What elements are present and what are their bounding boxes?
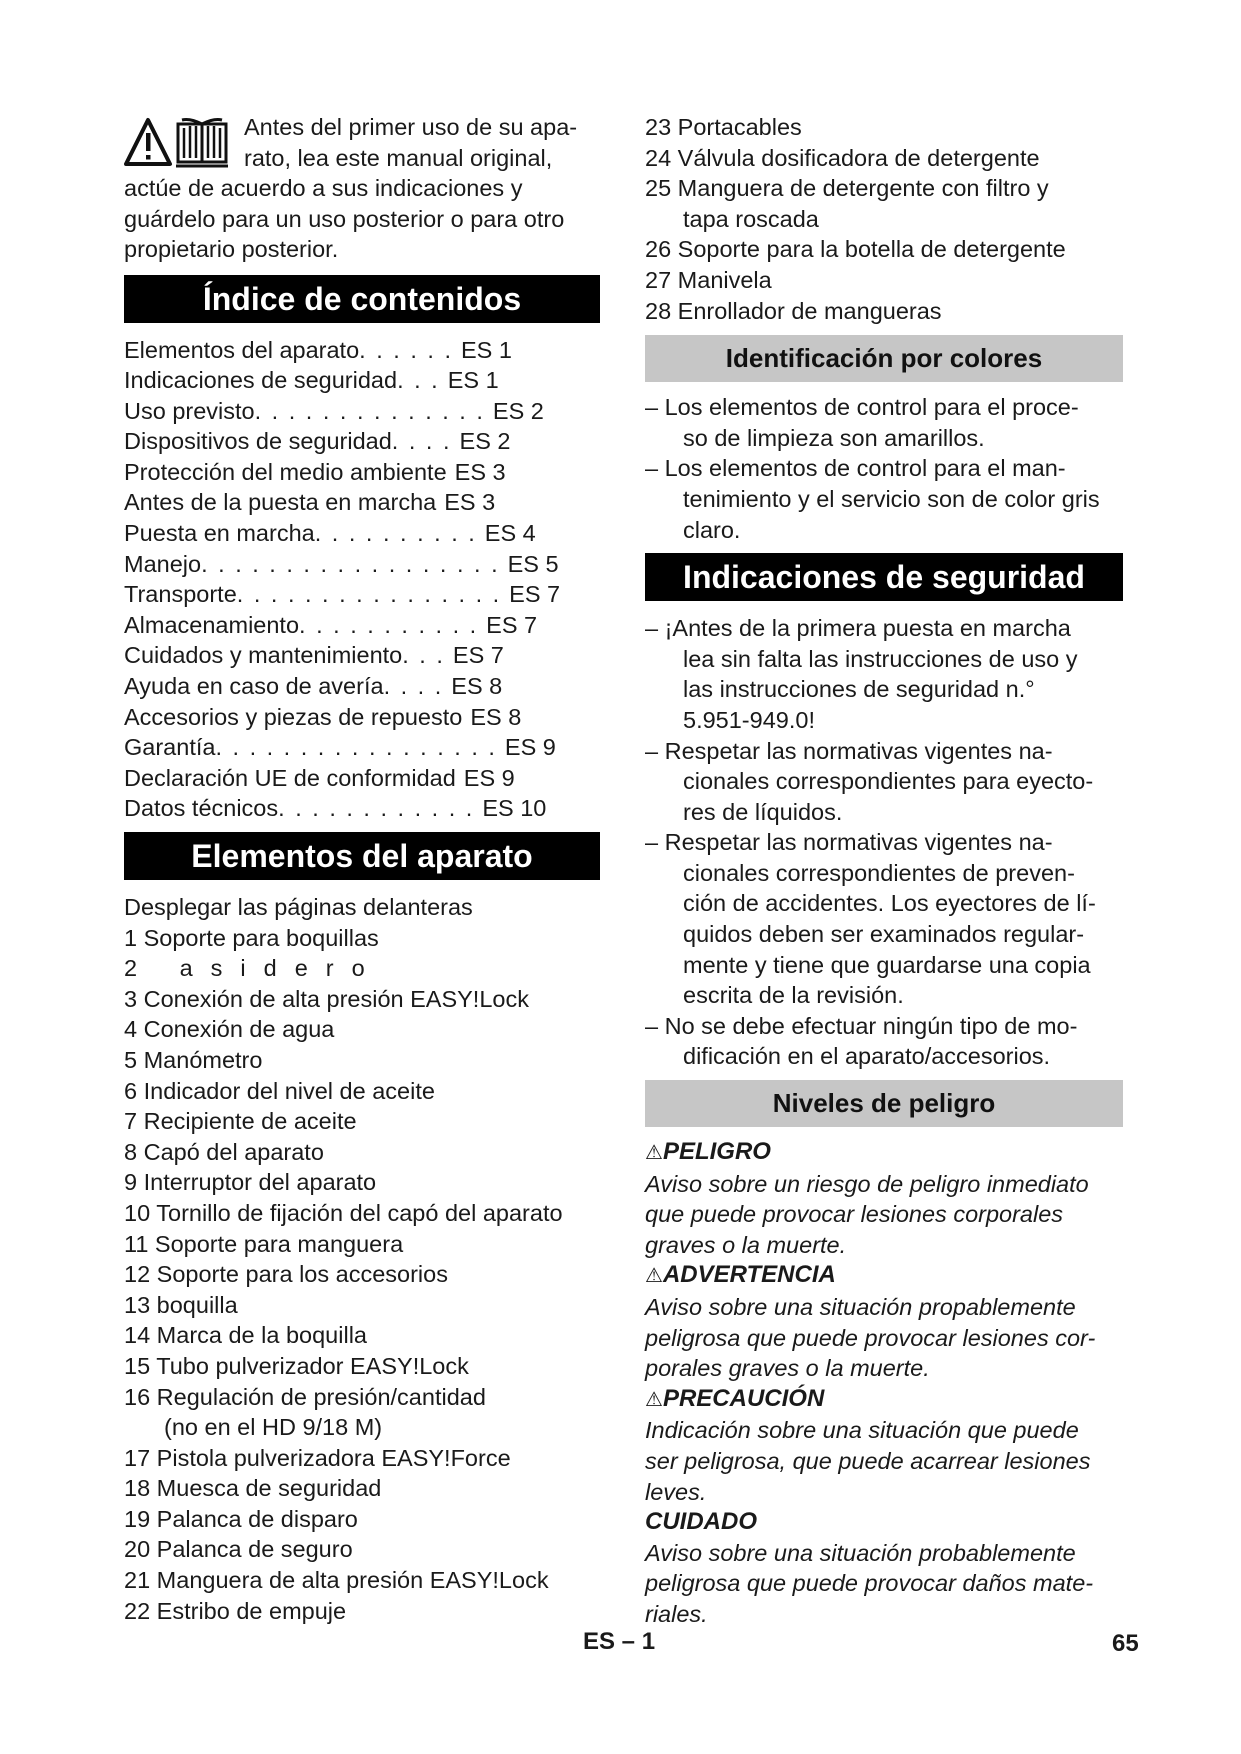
danger-level-text: Aviso sobre un riesgo de peligro inmediato	[645, 1170, 1089, 1197]
toc-title: Transporte	[124, 581, 237, 608]
element-item: 20 Palanca de seguro	[124, 1536, 353, 1563]
bullet-dash: –	[645, 829, 665, 856]
toc-title: Almacenamiento	[124, 611, 300, 638]
element-item: 15 Tubo pulverizador EASY!Lock	[124, 1352, 469, 1379]
bullet-line: dificación en el aparato/accesorios.	[683, 1043, 1051, 1070]
bullet-item	[645, 1011, 1123, 1042]
toc-page: ES 1	[447, 367, 499, 394]
bullet-item	[645, 613, 1123, 644]
danger-level-text: ser peligrosa, que puede acarrear lesiones	[645, 1447, 1091, 1474]
bullet-text: ¡Antes de la primera puesta en marcha	[664, 615, 1071, 642]
intro-line: propietario posterior.	[124, 236, 339, 262]
intro-second-line: rato, lea este manual original,	[244, 144, 553, 171]
bullet-line: ción de accidentes. Los eyectores de lí-	[683, 890, 1096, 917]
warning-triangle-icon	[126, 120, 170, 164]
elements-intro: Desplegar las páginas delanteras	[124, 894, 473, 920]
bullet-line: cionales correspondientes para eyecto-	[683, 768, 1094, 795]
element-item: 26 Soporte para la botella de detergente	[645, 236, 1066, 263]
toc-leader: . . . . . . . . . . . . . . . . . .	[201, 550, 500, 577]
element-item: 28 Enrollador de mangueras	[645, 297, 942, 324]
element-item: (no en el HD 9/18 M)	[164, 1414, 383, 1441]
element-item: 1 Soporte para boquillas	[124, 924, 379, 951]
bullet-line: quidos deben ser examinados regular-	[683, 921, 1085, 948]
bullet-dash: –	[645, 394, 665, 421]
bullet-line: escrita de la revisión.	[683, 982, 904, 1009]
bullet-text: Respetar las normativas vigentes na-	[664, 829, 1053, 856]
toc-row	[124, 763, 600, 794]
toc-title: Dispositivos de seguridad	[124, 428, 392, 455]
bullet-text: Los elementos de control para el proce-	[664, 394, 1079, 421]
toc-page: ES 3	[454, 458, 506, 485]
toc-page: ES 9	[463, 764, 515, 791]
safety-heading: Indicaciones de seguridad	[645, 553, 1123, 601]
open-book-icon	[176, 120, 228, 167]
toc-title: Indicaciones de seguridad	[124, 367, 398, 394]
element-item: 11 Soporte para manguera	[124, 1230, 404, 1257]
bullet-line: res de líquidos.	[683, 798, 843, 825]
toc-row	[124, 518, 600, 549]
bullet-text: Los elementos de control para el man-	[664, 455, 1066, 482]
toc-title: Puesta en marcha	[124, 520, 315, 547]
element-item: 25 Manguera de detergente con filtro y	[645, 175, 1049, 202]
toc-page: ES 4	[484, 520, 536, 547]
element-item: tapa roscada	[683, 205, 819, 232]
element-item: 24 Válvula dosificadora de detergente	[645, 144, 1040, 171]
page-number: 65	[1112, 1630, 1139, 1657]
bullet-item	[645, 453, 1123, 484]
toc-title: Garantía	[124, 734, 216, 761]
toc-row	[124, 457, 600, 488]
toc-leader: . . . . . . . . . . .	[299, 611, 479, 638]
warning-triangle-icon: ⚠	[645, 1388, 663, 1411]
element-item: 14 Marca de la boquilla	[124, 1322, 367, 1349]
danger-heading: Niveles de peligro	[645, 1080, 1123, 1127]
intro-line: guárdelo para un uso posterior o para otro	[124, 205, 565, 232]
bullet-dash: –	[645, 615, 665, 642]
danger-level-text: Aviso sobre una situación propablemente	[645, 1294, 1076, 1320]
toc-leader: . . . . . .	[359, 336, 453, 363]
danger-level-name: CUIDADO	[645, 1508, 757, 1536]
warning-triangle-icon: ⚠	[645, 1142, 663, 1165]
danger-level-text: porales graves o la muerte.	[645, 1355, 930, 1382]
toc-row	[124, 487, 600, 518]
toc-leader: . . . . . . . . . . . . . . . . .	[215, 734, 497, 761]
toc-title: Ayuda en caso de avería	[124, 673, 384, 700]
bullet-dash: –	[645, 455, 665, 482]
danger-level-text: que puede provocar lesiones corporales	[645, 1201, 1064, 1228]
danger-level-text: riales.	[645, 1600, 708, 1627]
element-item: 19 Palanca de disparo	[124, 1505, 358, 1532]
bullet-dash: –	[645, 1012, 665, 1039]
toc-row	[124, 579, 600, 610]
danger-level-title	[645, 1137, 1123, 1169]
bullet-line: 5.951-949.0!	[683, 706, 815, 733]
toc-leader: . . .	[402, 642, 445, 669]
intro-first-line: Antes del primer uso de su apa-	[244, 114, 578, 140]
element-item: 4 Conexión de agua	[124, 1016, 335, 1043]
toc-row	[124, 426, 600, 457]
toc-page: ES 3	[444, 489, 496, 516]
danger-level-text: graves o la muerte.	[645, 1231, 847, 1258]
danger-level-text: Indicación sobre una situación que puede	[645, 1417, 1079, 1444]
toc-row	[124, 396, 600, 427]
toc-title: Accesorios y piezas de repuesto	[124, 703, 463, 730]
danger-levels	[645, 1137, 1123, 1630]
safety-bullets	[645, 613, 1123, 1072]
right-column	[645, 112, 1123, 1630]
element-item: 13 boquilla	[124, 1291, 238, 1318]
bullet-dash: –	[645, 737, 665, 764]
toc-page: ES 2	[459, 428, 511, 455]
toc-leader: . . . . . . . . . . . . . . . .	[236, 581, 502, 608]
danger-level-name: PELIGRO	[662, 1138, 771, 1166]
toc-title: Manejo	[124, 550, 202, 577]
element-item: 10 Tornillo de fijación del capó del aparato	[124, 1199, 563, 1226]
toc-title: Uso previsto	[124, 397, 255, 424]
toc-page: ES 7	[509, 581, 561, 608]
colors-heading: Identificación por colores	[645, 335, 1123, 382]
bullet-line: tenimiento y el servicio son de color gris	[683, 485, 1100, 512]
warning-triangle-icon: ⚠	[645, 1265, 663, 1288]
toc-title: Protección del medio ambiente	[124, 458, 447, 485]
toc-heading: Índice de contenidos	[124, 275, 600, 323]
toc-title: Declaración UE de conformidad	[124, 764, 456, 791]
element-item: 3 Conexión de alta presión EASY!Lock	[124, 985, 529, 1012]
intro-line: actúe de acuerdo a sus indicaciones y	[124, 175, 523, 201]
toc-page: ES 9	[504, 734, 556, 761]
toc-title: Antes de la puesta en marcha	[124, 489, 437, 516]
toc-leader: . . .	[397, 367, 440, 394]
toc-row	[124, 610, 600, 641]
element-item: 5 Manómetro	[124, 1046, 263, 1073]
bullet-line: mente y tiene que guardarse una copia	[683, 951, 1091, 978]
elements-heading: Elementos del aparato	[124, 832, 600, 880]
element-item: 16 Regulación de presión/cantidad	[124, 1383, 486, 1410]
toc-leader: . . . .	[383, 673, 444, 700]
bullet-item	[645, 736, 1123, 767]
toc-row	[124, 793, 600, 824]
element-item: 17 Pistola pulverizadora EASY!Force	[124, 1444, 511, 1471]
footer-section-label: ES – 1	[583, 1628, 656, 1655]
bullet-text: Respetar las normativas vigentes na-	[664, 737, 1053, 764]
bullet-line: cionales correspondientes de preven-	[683, 859, 1075, 886]
toc-page: ES 7	[486, 611, 538, 638]
toc-title: Datos técnicos	[124, 795, 279, 822]
toc-row	[124, 702, 600, 733]
warning-manual-icon	[124, 116, 232, 172]
element-item: 18 Muesca de seguridad	[124, 1475, 382, 1502]
danger-level-text: peligrosa que puede provocar daños mate-	[645, 1570, 1094, 1597]
bullet-item	[645, 392, 1123, 423]
elements-list	[124, 923, 600, 1627]
bullet-item	[645, 827, 1123, 858]
toc-page: ES 8	[451, 673, 503, 700]
element-item: 9 Interruptor del aparato	[124, 1169, 377, 1196]
toc-list	[124, 335, 600, 825]
elements-list-continued	[645, 112, 1123, 326]
bullet-text: No se debe efectuar ningún tipo de mo-	[664, 1012, 1078, 1039]
colors-bullets	[645, 392, 1123, 545]
toc-leader: . . . . . . . . . . . .	[278, 795, 475, 822]
element-item: 8 Capó del aparato	[124, 1138, 324, 1165]
toc-row	[124, 671, 600, 702]
toc-page: ES 5	[507, 550, 559, 577]
danger-level-title	[645, 1384, 1123, 1416]
danger-level-text: peligrosa que puede provocar lesiones cor-	[645, 1324, 1096, 1351]
element-item: 27 Manivela	[645, 266, 772, 293]
toc-row	[124, 365, 600, 396]
bullet-line: so de limpieza son amarillos.	[683, 424, 985, 451]
element-item: 12 Soporte para los accesorios	[124, 1261, 448, 1288]
element-item: 22 Estribo de empuje	[124, 1597, 347, 1624]
toc-leader: . . . . . . . . . . . . . .	[254, 397, 485, 424]
toc-leader: . . . . . . . . . .	[314, 520, 477, 547]
bullet-line: las instrucciones de seguridad n.°	[683, 676, 1035, 703]
danger-level-text: leves.	[645, 1478, 707, 1505]
toc-page: ES 8	[470, 703, 522, 730]
element-item: 2 asidero	[124, 955, 383, 982]
left-column	[124, 112, 600, 1626]
toc-page: ES 10	[482, 795, 547, 822]
element-item: 21 Manguera de alta presión EASY!Lock	[124, 1567, 549, 1594]
bullet-line: claro.	[683, 516, 741, 543]
toc-leader: . . . .	[391, 428, 452, 455]
danger-level-title	[645, 1507, 1123, 1538]
element-item: 7 Recipiente de aceite	[124, 1108, 357, 1135]
element-item: 6 Indicador del nivel de aceite	[124, 1077, 435, 1104]
toc-row	[124, 640, 600, 671]
toc-title: Cuidados y mantenimiento	[124, 642, 403, 669]
bullet-line: lea sin falta las instrucciones de uso y	[683, 645, 1078, 672]
toc-row	[124, 335, 600, 366]
toc-page: ES 1	[460, 336, 512, 363]
danger-level-name: PRECAUCIÓN	[662, 1384, 825, 1412]
intro-paragraph	[124, 112, 600, 265]
toc-row	[124, 549, 600, 580]
toc-page: ES 2	[492, 397, 544, 424]
danger-level-title	[645, 1260, 1123, 1292]
element-item: 23 Portacables	[645, 114, 802, 140]
danger-level-text: Aviso sobre una situación probablemente	[645, 1539, 1076, 1566]
toc-title: Elementos del aparato	[124, 336, 360, 363]
toc-row	[124, 732, 600, 763]
danger-level-name: ADVERTENCIA	[662, 1261, 836, 1289]
toc-page: ES 7	[452, 642, 504, 669]
